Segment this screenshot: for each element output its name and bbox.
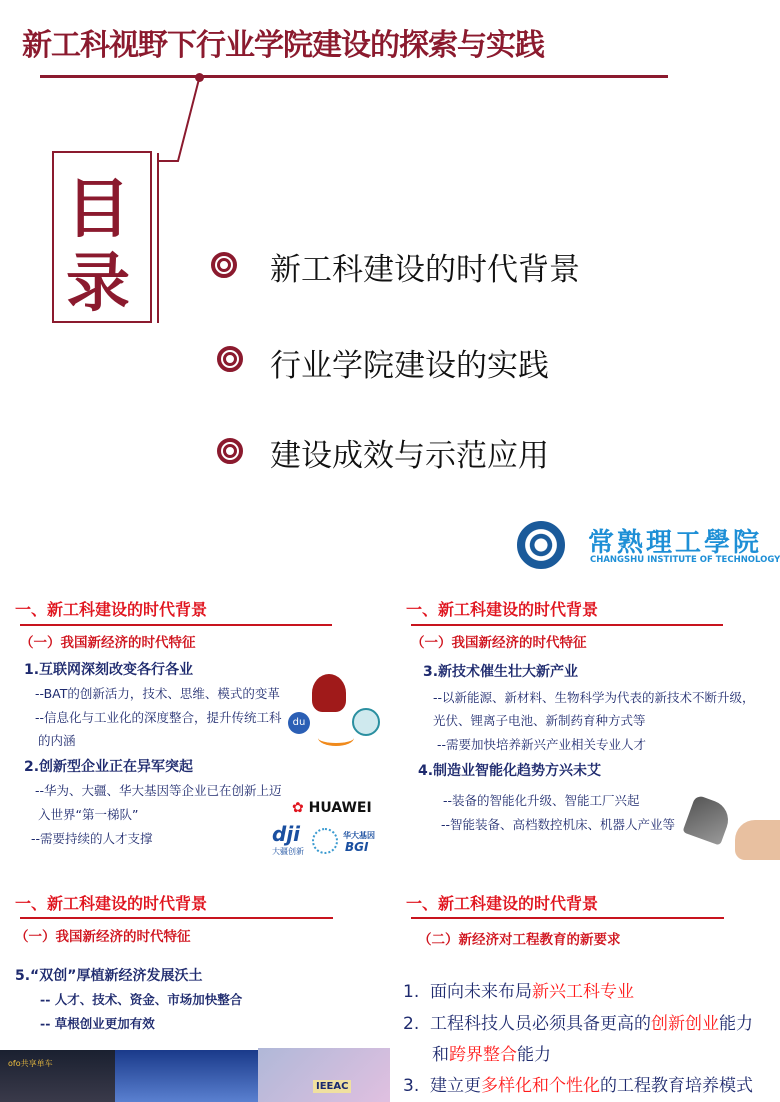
divider bbox=[20, 624, 332, 626]
slide5-heading: 一、新工科建设的时代背景 bbox=[406, 894, 599, 913]
item-line: --需要持续的人才支撑 bbox=[31, 831, 153, 846]
item-title: 1.互联网深刻改变各行各业 bbox=[24, 662, 194, 678]
college-logo-en: CHANGSHU INSTITUTE OF TECHNOLOGY bbox=[590, 555, 780, 565]
event-photo-stage bbox=[115, 1050, 258, 1102]
title-divider bbox=[40, 75, 668, 78]
item-title: 4.制造业智能化趋势方兴未艾 bbox=[418, 763, 602, 779]
item-line: -- 草根创业更加有效 bbox=[40, 1016, 155, 1031]
page-title: 新工科视野下行业学院建设的探索与实践 bbox=[22, 28, 544, 63]
requirement-1: 1. 面向未来布局新兴工科专业 bbox=[403, 982, 635, 1002]
slide2-heading: 一、新工科建设的时代背景 bbox=[15, 600, 208, 619]
toc-char-lu: 录 bbox=[66, 247, 130, 321]
item-title: 2.创新型企业正在异军突起 bbox=[24, 759, 194, 775]
item-line: --以新能源、新材料、生物科学为代表的新技术不断升级， bbox=[433, 690, 755, 705]
slide2-subheading: （一）我国新经济的时代特征 bbox=[20, 635, 196, 651]
human-hand-image bbox=[735, 820, 780, 860]
slide3-subheading: （一）我国新经济的时代特征 bbox=[411, 635, 587, 651]
target-bullet-icon bbox=[217, 346, 243, 372]
item-line: --BAT的创新活力，技术、思维、模式的变革 bbox=[35, 686, 280, 701]
college-emblem-icon bbox=[517, 521, 565, 569]
requirement-2-cont: 和跨界整合能力 bbox=[432, 1045, 551, 1065]
alibaba-icon bbox=[318, 730, 354, 746]
item-line: 入世界“第一梯队” bbox=[38, 807, 139, 822]
item-line: -- 人才、技术、资金、市场加快整合 bbox=[40, 992, 243, 1007]
target-bullet-icon bbox=[217, 438, 243, 464]
robot-hand-image bbox=[682, 794, 733, 845]
slide4-heading: 一、新工科建设的时代背景 bbox=[15, 894, 208, 913]
baidu-icon: du bbox=[288, 712, 310, 734]
target-bullet-icon bbox=[211, 252, 237, 278]
toc-item-3[interactable]: 建设成效与示范应用 bbox=[270, 438, 549, 474]
slide5-subheading: （二）新经济对工程教育的新要求 bbox=[418, 932, 621, 948]
toc-char-mu: 目 bbox=[66, 173, 130, 247]
bgi-logo: BGI bbox=[345, 840, 369, 854]
toc-box-edge bbox=[157, 153, 159, 323]
bgi-logo-cn: 华大基因 bbox=[343, 831, 375, 840]
item-line: --华为、大疆、华大基因等企业已在创新上迈 bbox=[35, 783, 282, 798]
item-line: 的内涵 bbox=[38, 733, 76, 748]
bgi-emblem-icon bbox=[312, 828, 338, 854]
event-photo-ieeac bbox=[258, 1048, 390, 1102]
item-line: --装备的智能化升级、智能工厂兴起 bbox=[443, 793, 640, 808]
item-title: 3.新技术催生壮大新产业 bbox=[423, 664, 579, 680]
toc-item-2[interactable]: 行业学院建设的实践 bbox=[270, 348, 549, 384]
item-line: 光伏、锂离子电池、新制药育种方式等 bbox=[433, 713, 646, 728]
huawei-logo: ✿ HUAWEI bbox=[292, 800, 372, 816]
item-line: --需要加快培养新兴产业相关专业人才 bbox=[437, 737, 647, 752]
photo-caption: ofo共享单车 bbox=[8, 1059, 53, 1068]
event-photo-ofo bbox=[0, 1050, 115, 1102]
photo-caption: IEEAC bbox=[313, 1080, 351, 1093]
lightbulb-icon bbox=[312, 674, 346, 712]
item-title: 5.“双创”厚植新经济发展沃土 bbox=[15, 968, 203, 984]
requirement-2: 2. 工程科技人员必须具备更高的创新创业能力 bbox=[403, 1014, 754, 1034]
toc-item-1[interactable]: 新工科建设的时代背景 bbox=[270, 252, 580, 288]
divider bbox=[20, 917, 333, 919]
slide4-subheading: （一）我国新经济的时代特征 bbox=[15, 929, 191, 945]
connector-line bbox=[150, 75, 210, 165]
dji-logo: dji bbox=[272, 822, 301, 846]
divider bbox=[411, 917, 724, 919]
college-logo-cn: 常熟理工學院 bbox=[588, 528, 763, 558]
qq-icon bbox=[352, 708, 380, 736]
item-line: --智能装备、高档数控机床、机器人产业等 bbox=[441, 817, 676, 832]
slide3-heading: 一、新工科建设的时代背景 bbox=[406, 600, 599, 619]
dji-logo-cn: 大疆创新 bbox=[272, 847, 304, 856]
requirement-3: 3. 建立更多样化和个性化的工程教育培养模式 bbox=[403, 1076, 754, 1096]
divider bbox=[411, 624, 723, 626]
item-line: --信息化与工业化的深度整合，提升传统工科 bbox=[35, 710, 282, 725]
